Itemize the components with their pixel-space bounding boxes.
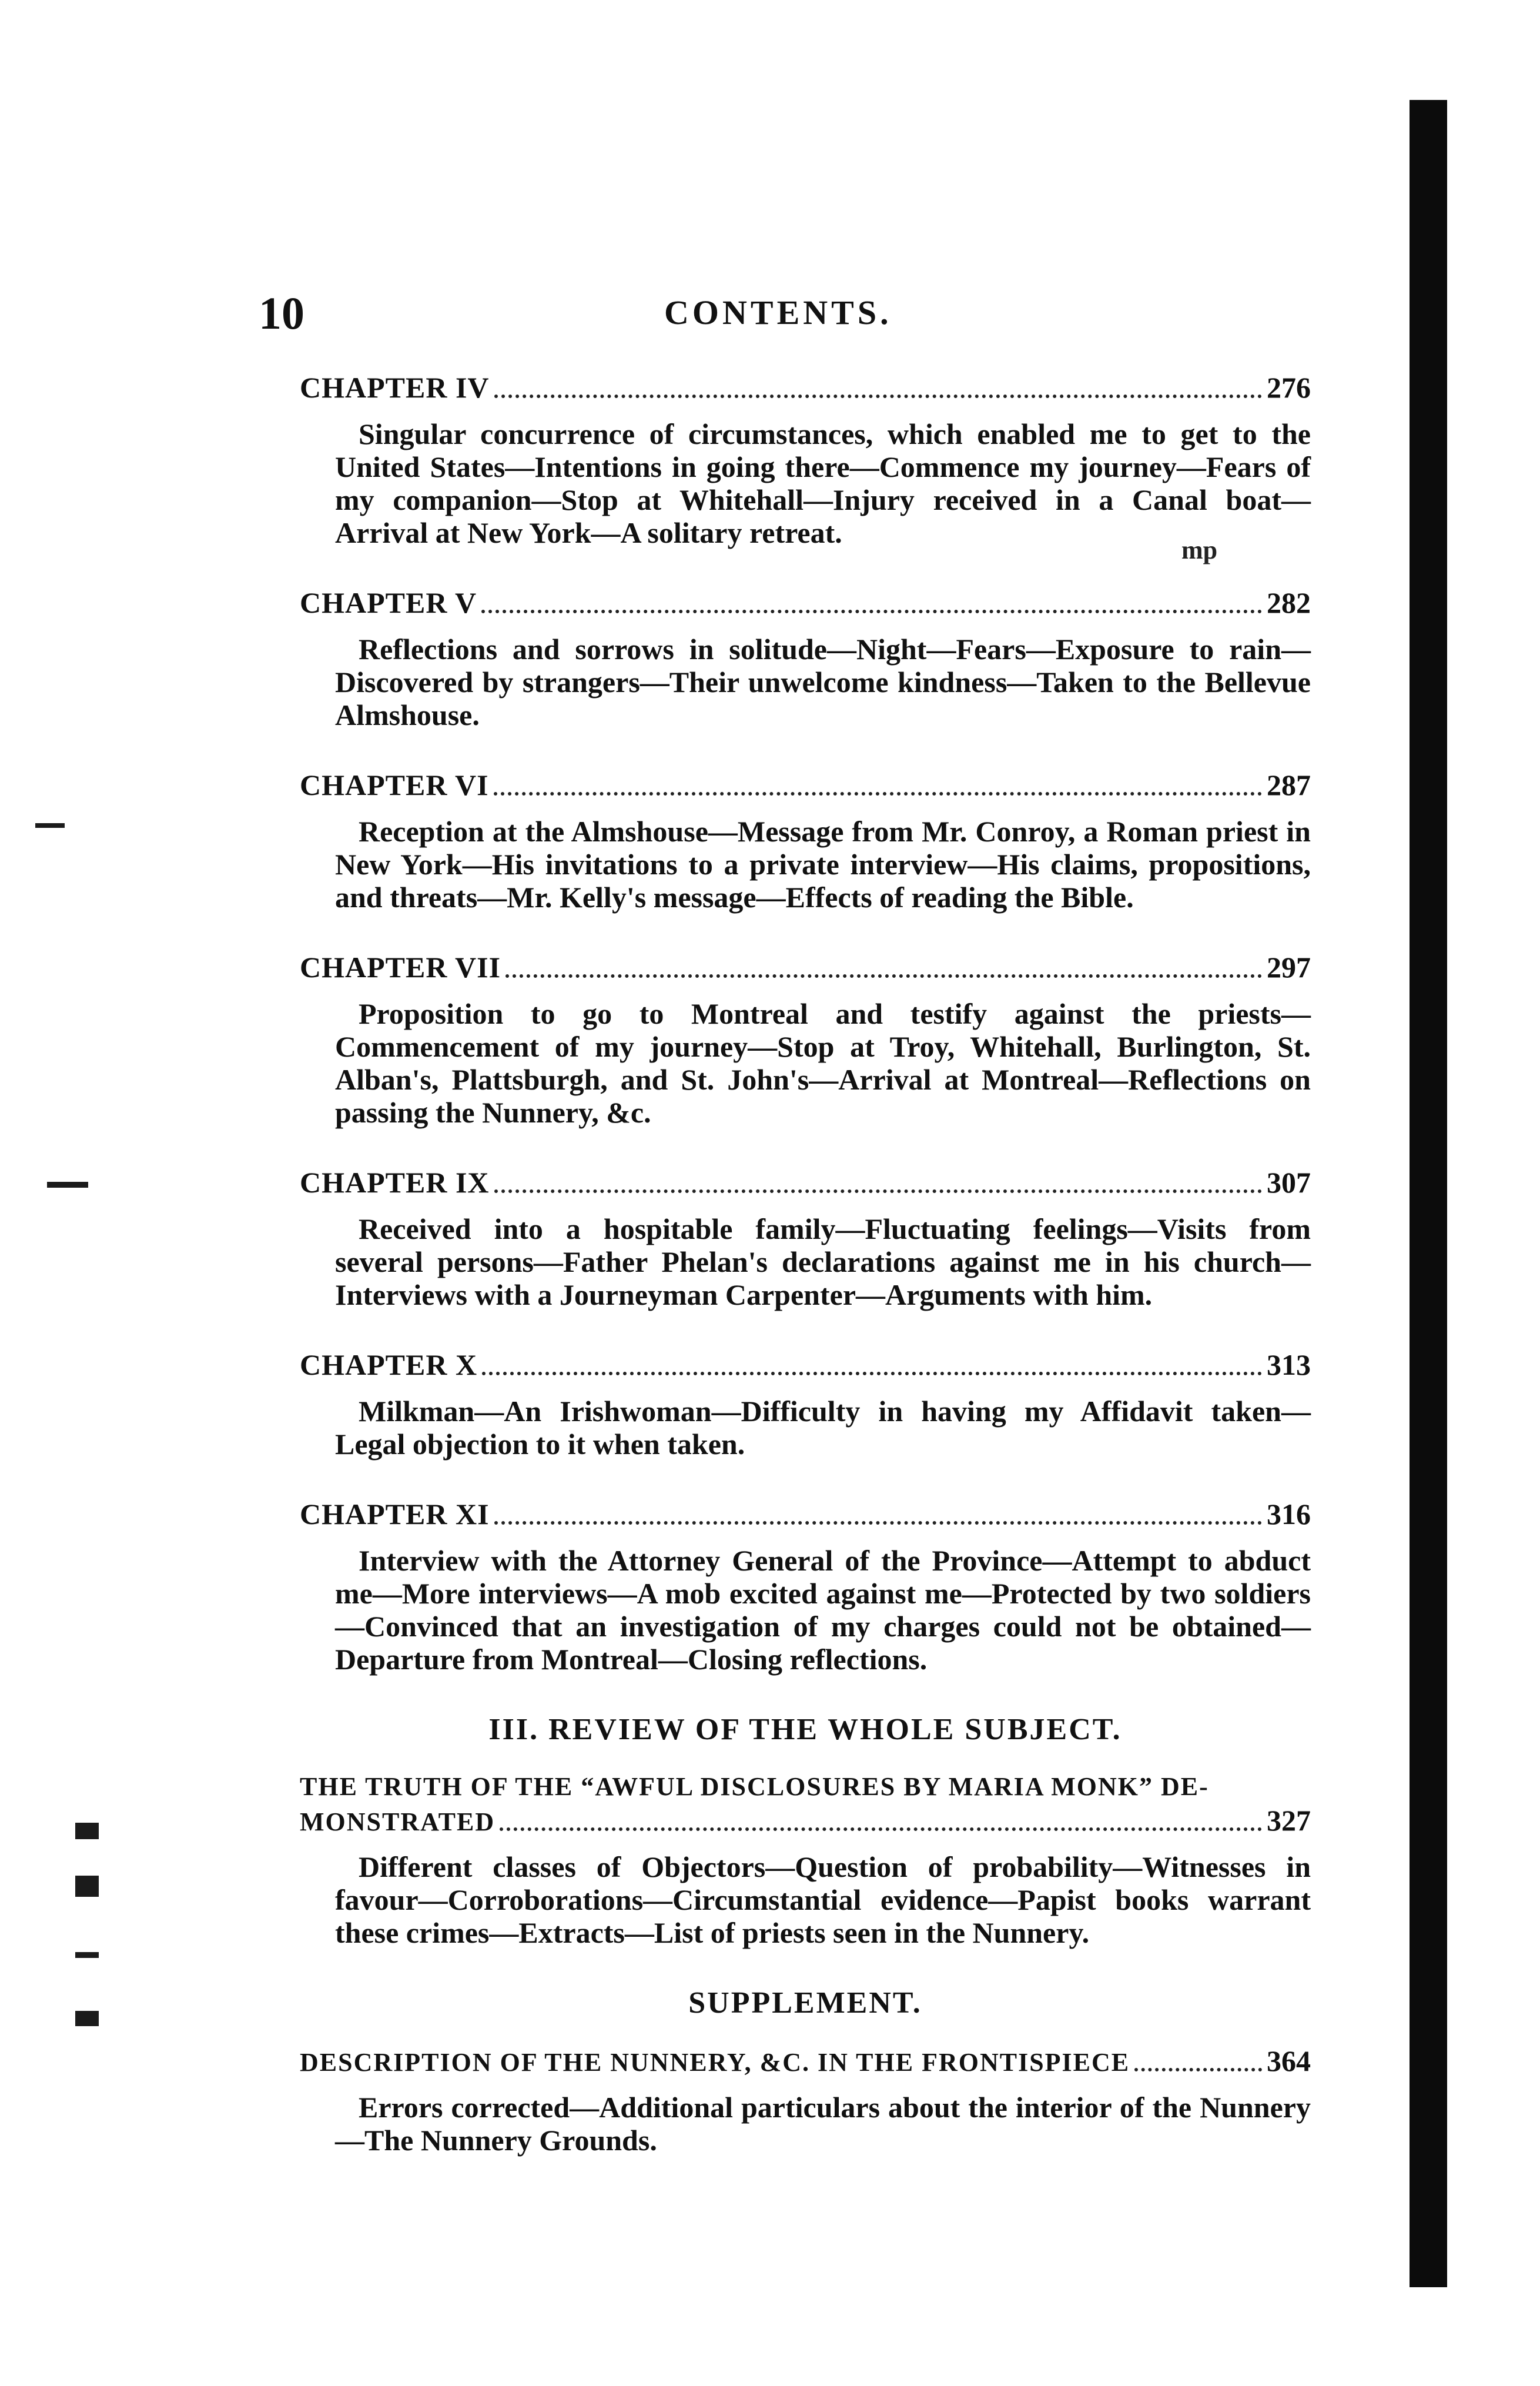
toc-entry-heading bbox=[300, 1348, 1311, 1385]
dot-leader bbox=[494, 1175, 1262, 1193]
toc-entry-chapter-iv bbox=[300, 370, 1311, 549]
toc-entry-heading bbox=[300, 768, 1311, 806]
toc-entry-chapter-ix bbox=[300, 1165, 1311, 1311]
chapter-label: CHAPTER XI bbox=[300, 1498, 490, 1530]
dot-leader bbox=[505, 960, 1262, 978]
chapter-label: CHAPTER X bbox=[300, 1348, 478, 1381]
chapter-page-number: 307 bbox=[1267, 1166, 1311, 1199]
dot-leader bbox=[494, 1507, 1262, 1525]
binding-mark bbox=[47, 1182, 88, 1188]
chapter-summary: Received into a hospitable family—Fluctuating feelings—Visits from several persons—Father Phelan's declarations against me in his church—Interviews with a Journeyman Carpenter—Arguments with him. bbox=[335, 1212, 1311, 1311]
page-edge-shadow bbox=[1410, 100, 1447, 2287]
toc-entry-chapter-v bbox=[300, 586, 1311, 731]
chapter-page-number: 282 bbox=[1267, 586, 1311, 619]
toc-entry-heading bbox=[300, 1165, 1311, 1203]
toc-entry-supplement bbox=[300, 2044, 1311, 2157]
toc-entry-heading bbox=[300, 1497, 1311, 1535]
supplement-page-number: 364 bbox=[1267, 2044, 1311, 2077]
review-entry-title-continued: MONSTRATED bbox=[300, 1807, 496, 1836]
margin-note: mp bbox=[1181, 536, 1218, 564]
toc-entry-heading bbox=[300, 2044, 1311, 2081]
chapter-label: CHAPTER VI bbox=[300, 768, 489, 801]
chapter-label: CHAPTER VII bbox=[300, 951, 501, 984]
chapter-label: CHAPTER IV bbox=[300, 371, 490, 404]
binding-mark bbox=[75, 1823, 99, 1839]
toc-entry-heading bbox=[300, 586, 1311, 623]
binding-mark bbox=[75, 1952, 99, 1958]
chapter-summary: Milkman—An Irishwoman—Difficulty in having my Affidavit taken—Legal objection to it when taken. bbox=[335, 1395, 1311, 1461]
toc-entry-chapter-vi bbox=[300, 768, 1311, 914]
table-of-contents bbox=[300, 370, 1311, 2193]
chapter-page-number: 297 bbox=[1267, 951, 1311, 984]
chapter-label: CHAPTER V bbox=[300, 586, 477, 619]
toc-entry-chapter-x bbox=[300, 1348, 1311, 1461]
review-entry-title: THE TRUTH OF THE “AWFUL DISCLOSURES BY MARIA MONK” DE- bbox=[300, 1772, 1209, 1801]
chapter-summary: Interview with the Attorney General of the Province—Attempt to abduct me—More interviews—A mob excited against me—Protected by two soldiers—Convinced that an investigation of my charges could not be obtained—Departure from Montreal—Closing reflections. bbox=[335, 1544, 1311, 1676]
toc-entry-chapter-xi bbox=[300, 1497, 1311, 1676]
binding-mark bbox=[75, 2011, 99, 2026]
toc-entry-heading bbox=[300, 370, 1311, 408]
dot-leader bbox=[494, 778, 1262, 796]
page-number: 10 bbox=[259, 288, 304, 339]
dot-leader bbox=[494, 380, 1262, 398]
page-header bbox=[259, 287, 1328, 339]
review-page-number: 327 bbox=[1267, 1804, 1311, 1837]
dot-leader bbox=[482, 1358, 1262, 1375]
binding-mark bbox=[75, 1876, 99, 1897]
chapter-summary: Singular concurrence of circumstances, which enabled me to get to the United States—Intentions in going there—Commence my journey—Fears of my companion—Stop at Whitehall—Injury received in a Canal boat—Arrival at New York—A solitary retreat. bbox=[335, 417, 1311, 549]
supplement-summary: Errors corrected—Additional particulars about the interior of the Nunnery—The Nunnery Grounds. bbox=[335, 2091, 1311, 2157]
toc-entry-review bbox=[300, 1770, 1311, 1949]
toc-entry-heading bbox=[300, 1803, 1311, 1841]
supplement-entry-title: DESCRIPTION OF THE NUNNERY, &C. IN THE FRONTISPIECE bbox=[300, 2048, 1130, 2077]
chapter-summary: Reception at the Almshouse—Message from Mr. Conroy, a Roman priest in New York—His invitations to a private interview—His claims, propositions, and threats—Mr. Kelly's message—Effects of reading the Bible. bbox=[335, 815, 1311, 914]
dot-leader bbox=[1134, 2054, 1262, 2071]
chapter-page-number: 313 bbox=[1267, 1348, 1311, 1381]
dot-leader bbox=[481, 596, 1262, 613]
chapter-summary: Proposition to go to Montreal and testify against the priests—Commencement of my journey—Stop at Troy, Whitehall, Burlington, St. Alban's, Plattsburgh, and St. John's—Arrival at Montreal—Reflections on passing the Nunnery, &c. bbox=[335, 997, 1311, 1129]
running-title: CONTENTS. bbox=[664, 293, 892, 332]
chapter-summary: Reflections and sorrows in solitude—Night—Fears—Exposure to rain—Discovered by strangers—Their unwelcome kindness—Taken to the Bellevue Almshouse. bbox=[335, 633, 1311, 731]
review-section-heading: III. REVIEW OF THE WHOLE SUBJECT. bbox=[488, 1713, 1122, 1746]
toc-entry-heading bbox=[300, 950, 1311, 988]
dot-leader bbox=[500, 1813, 1262, 1831]
chapter-page-number: 276 bbox=[1267, 371, 1311, 404]
supplement-heading: SUPPLEMENT. bbox=[688, 1986, 922, 2020]
chapter-page-number: 316 bbox=[1267, 1498, 1311, 1530]
toc-entry-chapter-vii bbox=[300, 950, 1311, 1129]
binding-mark bbox=[35, 823, 65, 828]
chapter-label: CHAPTER IX bbox=[300, 1166, 490, 1199]
review-summary: Different classes of Objectors—Question of probability—Witnesses in favour—Corroborations—Circumstantial evidence—Papist books warrant these crimes—Extracts—List of priests seen in the Nunnery. bbox=[335, 1850, 1311, 1949]
chapter-page-number: 287 bbox=[1267, 768, 1311, 801]
